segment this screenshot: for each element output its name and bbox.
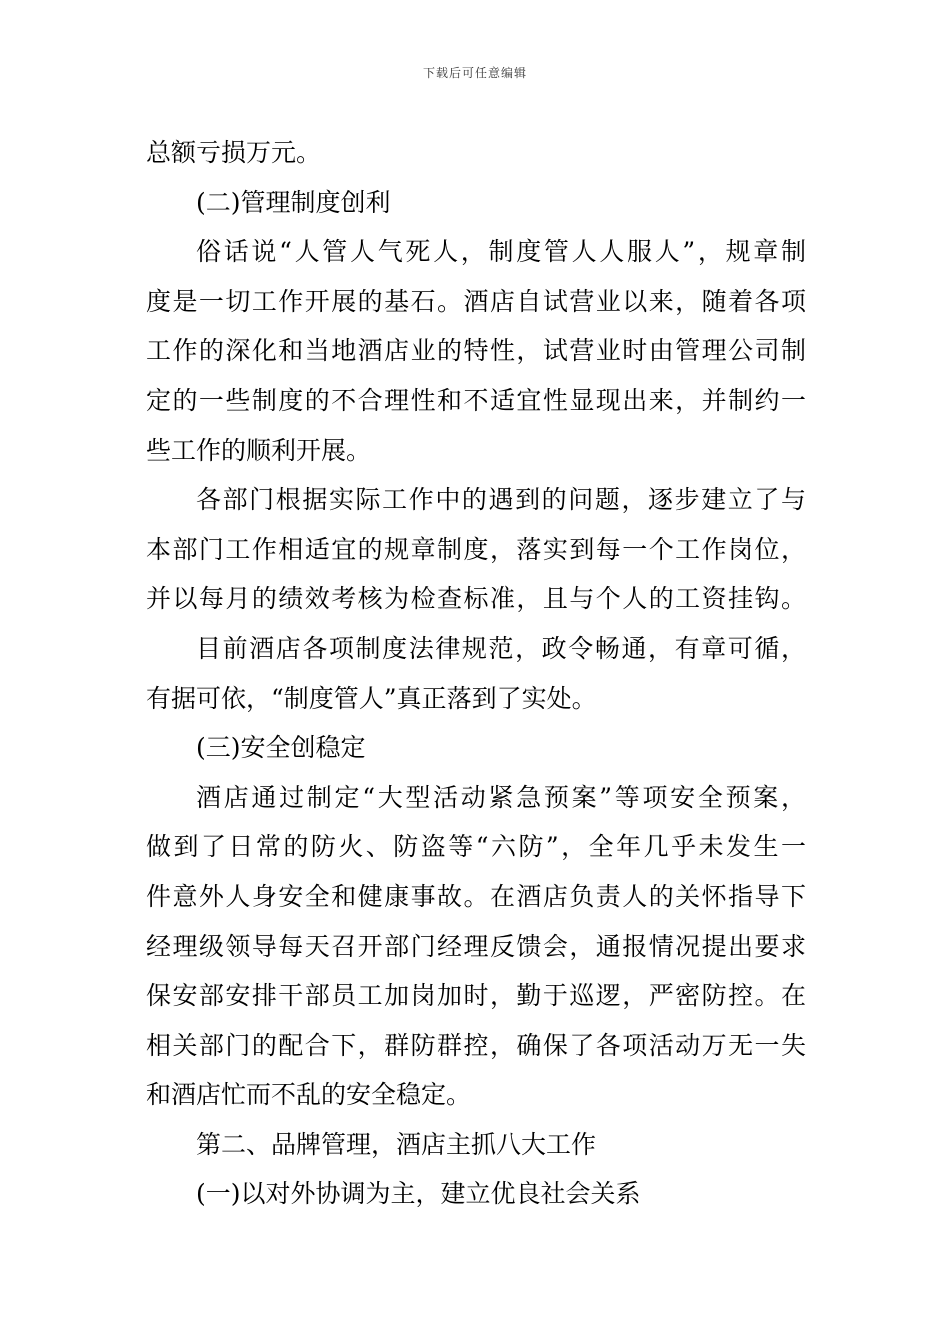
- text-line: 相关部门的配合下，群防群控，确保了各项活动万无一失: [146, 1030, 806, 1060]
- page-header-note: 下载后可任意编辑: [422, 66, 527, 80]
- text-line: 俗话说“人管人气死人，制度管人人服人”，规章制: [196, 237, 806, 267]
- text-line: 度是一切工作开展的基石。酒店自试营业以来，随着各项: [146, 286, 806, 316]
- text-line: 件意外人身安全和健康事故。在酒店负责人的关怀指导下: [146, 881, 806, 911]
- text-line: 工作的深化和当地酒店业的特性，试营业时由管理公司制: [146, 336, 806, 366]
- text-line: 各部门根据实际工作中的遇到的问题，逐步建立了与: [196, 485, 806, 515]
- text-line: (一)以对外协调为主，建立优良社会关系: [196, 1179, 641, 1209]
- text-line: 经理级领导每天召开部门经理反馈会，通报情况提出要求: [146, 931, 806, 961]
- text-line: 做到了日常的防火、防盗等“六防”，全年几乎未发生一: [146, 832, 806, 862]
- text-line: 总额亏损万元。: [146, 138, 322, 167]
- text-line: 酒店通过制定“大型活动紧急预案”等项安全预案，: [196, 782, 806, 812]
- text-line: (二)管理制度创利: [196, 187, 391, 217]
- text-line: 和酒店忙而不乱的安全稳定。: [146, 1080, 472, 1110]
- text-line: 第二、品牌管理，酒店主抓八大工作: [196, 1129, 597, 1159]
- document-body: [146, 128, 806, 1219]
- text-line: 目前酒店各项制度法律规范，政令畅通，有章可循，: [196, 633, 806, 663]
- text-line: 保安部安排干部员工加岗加时，勤于巡逻，严密防控。在: [146, 981, 806, 1011]
- text-line: 有据可依，“制度管人”真正落到了实处。: [146, 683, 597, 713]
- text-line: 并以每月的绩效考核为检查标准，且与个人的工资挂钩。: [146, 584, 806, 614]
- text-line: (三)安全创稳定: [196, 733, 366, 763]
- text-line: 些工作的顺利开展。: [146, 435, 372, 465]
- text-line: 定的一些制度的不合理性和不适宜性显现出来，并制约一: [146, 385, 806, 415]
- text-line: 本部门工作相适宜的规章制度，落实到每一个工作岗位，: [146, 534, 806, 564]
